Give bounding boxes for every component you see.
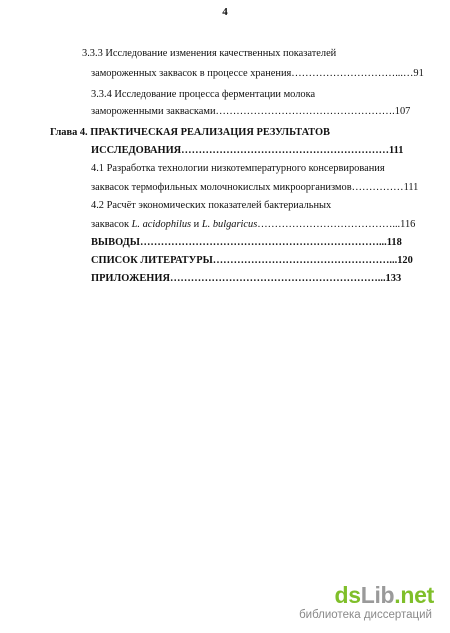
logo-ds: ds xyxy=(334,582,361,608)
toc-entry-4-2-conjunction: и xyxy=(191,219,202,230)
toc-entry-3-3-4-continuation: замороженными заквасками…………………………………………….107 xyxy=(91,106,411,117)
logo-lib: Lib xyxy=(360,582,395,608)
toc-entry-4-2-species-2: L. bulgaricus xyxy=(201,219,258,230)
dslib-logo xyxy=(334,583,434,607)
page-number: 4 xyxy=(222,6,228,18)
toc-entry-appendices: ПРИЛОЖЕНИЯ……………………………………………………...133 xyxy=(91,273,402,284)
toc-entry-3-3-4-title: 3.3.4 Исследование процесса ферментации молока xyxy=(91,89,316,100)
dslib-watermark xyxy=(264,583,434,625)
toc-entry-4-2-prefix: заквасок xyxy=(91,219,132,230)
toc-entry-4-2-species-1: L. acidophilus xyxy=(131,219,192,230)
toc-entry-4-2-page: …………………………………...116 xyxy=(257,219,416,230)
toc-entry-4-1-title: 4.1 Разработка технологии низкотемпературного консервирования xyxy=(91,163,385,174)
toc-entry-chapter-4-title: Глава 4. ПРАКТИЧЕСКАЯ РЕАЛИЗАЦИЯ РЕЗУЛЬТАТОВ xyxy=(50,127,330,138)
toc-entry-4-1-continuation: заквасок термофильных молочнокислых микроорганизмов……………111 xyxy=(91,182,419,193)
toc-entry-chapter-4-continuation: ИССЛЕДОВАНИЯ……………………………………………………111 xyxy=(91,145,404,156)
logo-net: .net xyxy=(394,582,434,608)
toc-entry-references: СПИСОК ЛИТЕРАТУРЫ……………………………………………...120 xyxy=(91,255,413,266)
dslib-subtitle: библиотека диссертаций xyxy=(299,609,432,621)
toc-entry-4-2-continuation xyxy=(91,218,426,231)
toc-entry-3-3-3-title: 3.3.3 Исследование изменения качественных показателей xyxy=(82,48,337,59)
toc-entry-3-3-3-continuation: замороженных заквасок в процессе хранения…………………………...…91 xyxy=(91,68,424,79)
toc-entry-conclusions: ВЫВОДЫ……………………………………………………………...118 xyxy=(91,237,402,248)
toc-entry-4-2-title: 4.2 Расчёт экономических показателей бактериальных xyxy=(91,200,332,211)
